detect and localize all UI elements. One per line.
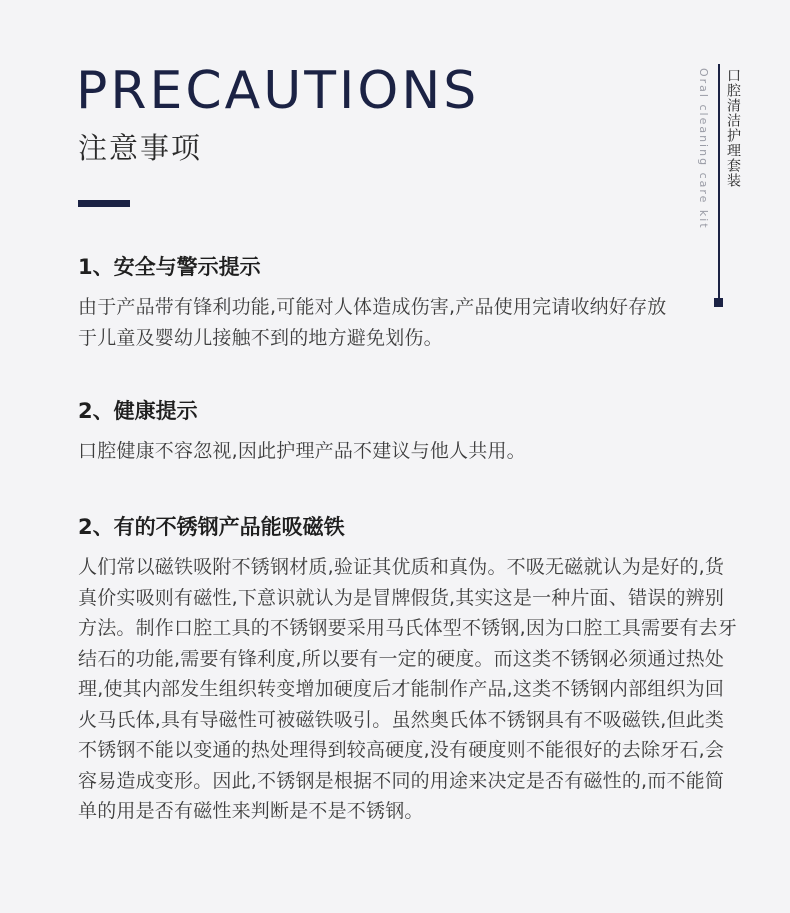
title-accent-bar [78,200,130,207]
side-product-name-cn: 口腔清洁护理套装 [725,68,741,188]
section-health-tip [78,396,738,467]
section-heading: 2、有的不锈钢产品能吸磁铁 [78,515,345,539]
section-body: 口腔健康不容忽视,因此护理产品不建议与他人共用。 [78,440,526,462]
section-heading: 2、健康提示 [78,399,198,423]
section-heading: 1、安全与警示提示 [78,255,261,279]
section-safety-warning [78,252,738,353]
section-body: 由于产品带有锋利功能,可能对人体造成伤害,产品使用完请收纳好存放于儿童及婴幼儿接触不到的地方避免划伤。 [78,296,667,349]
section-body: 人们常以磁铁吸附不锈钢材质,验证其优质和真伪。不吸无磁就认为是好的,货真价实吸则有磁性,下意识就认为是冒牌假货,其实这是一种片面、错误的辨别方法。制作口腔工具的不锈钢要采用马氏体型不锈钢,因为口腔工具需要有去牙结石的功能,需要有锋利度,所以要有一定的硬度。而这类不锈钢必须通过热处理,使其内部发生组织转变增加硬度后才能制作产品,这类不锈钢内部组织为回火马氏体,具有导磁性可被磁铁吸引。虽然奥氏体不锈钢具有不吸磁铁,但此类不锈钢不能以变通的热处理得到较高硬度,没有硬度则不能很好的去除牙石,会容易造成变形。因此,不锈钢是根据不同的用途来决定是否有磁性的,而不能简单的用是否有磁性来判断是不是不锈钢。 [78,556,738,822]
side-product-name-en: Oral cleaning care kit [697,68,710,230]
page-title-en: PRECAUTIONS [76,61,480,121]
page-title-cn: 注意事项 [78,131,203,165]
section-magnetic-steel [78,512,738,827]
